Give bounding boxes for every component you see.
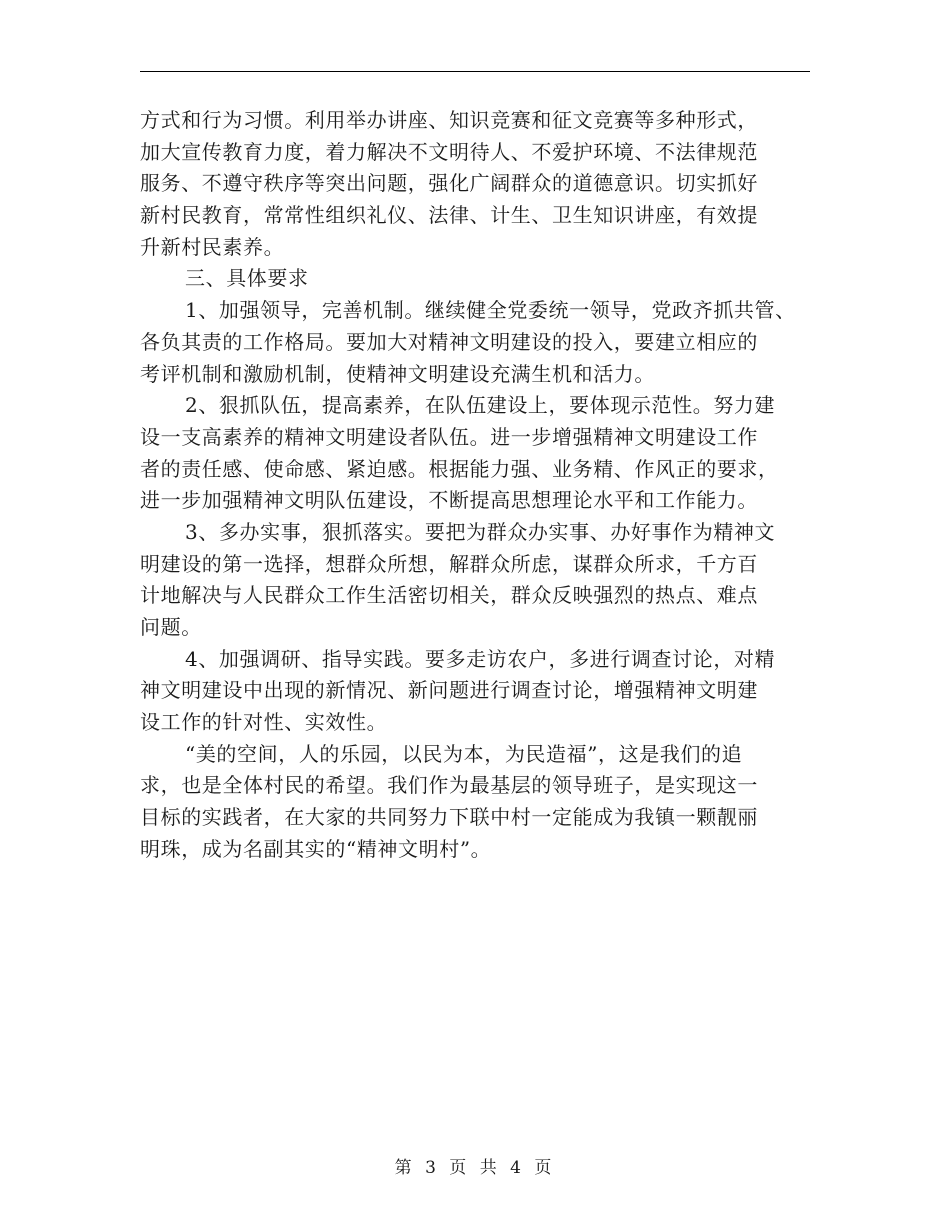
page-footer: 第 3 页 共 4 页 <box>394 1158 556 1178</box>
text-line: 新村民教育，常常性组织礼仪、法律、计生、卫生知识讲座，有效提 <box>140 203 758 228</box>
text-line: 4、加强调研、指导实践。要多走访农户，多进行调查讨论，对精 <box>185 646 776 671</box>
text-line: 设一支高素养的精神文明建设者队伍。进一步增强精神文明建设工作 <box>140 424 758 449</box>
text-line: 加大宣传教育力度，着力解决不文明待人、不爱护环境、不法律规范 <box>140 139 758 164</box>
text-line: “美的空间，人的乐园，以民为本，为民造福”，这是我们的追 <box>185 741 743 766</box>
text-line: 神文明建设中出现的新情况、新问题进行调查讨论，增强精神文明建 <box>140 678 758 703</box>
text-line: 1、加强领导，完善机制。继续健全党委统一领导，党政齐抓共管、 <box>185 298 796 323</box>
text-line: 服务、不遵守秩序等突出问题，强化广阔群众的道德意识。切实抓好 <box>140 171 758 196</box>
text-line: 各负其责的工作格局。要加大对精神文明建设的投入，要建立相应的 <box>140 329 758 354</box>
text-line: 设工作的针对性、实效性。 <box>140 710 388 735</box>
text-line: 2、狠抓队伍，提高素养，在队伍建设上，要体现示范性。努力建 <box>185 393 776 418</box>
text-line: 计地解决与人民群众工作生活密切相关，群众反映强烈的热点、难点 <box>140 583 758 608</box>
text-line: 进一步加强精神文明队伍建设，不断提高思想理论水平和工作能力。 <box>140 488 758 513</box>
text-line: 升新村民素养。 <box>140 234 285 259</box>
text-line: 明珠，成为名副其实的“精神文明村”。 <box>140 836 492 861</box>
text-line: 者的责任感、使命感、紧迫感。根据能力强、业务精、作风正的要求， <box>140 456 779 481</box>
text-line: 3、多办实事，狠抓落实。要把为群众办实事、办好事作为精神文 <box>185 519 776 544</box>
document-body <box>140 105 820 866</box>
text-line: 考评机制和激励机制，使精神文明建设充满生机和活力。 <box>140 361 655 386</box>
text-line: 求，也是全体村民的希望。我们作为最基层的领导班子，是实现这一 <box>140 773 758 798</box>
text-line: 目标的实践者，在大家的共同努力下联中村一定能成为我镇一颗靓丽 <box>140 805 758 830</box>
text-line: 问题。 <box>140 615 202 639</box>
text-line: 三、具体要求 <box>185 266 309 291</box>
text-line: 方式和行为习惯。利用举办讲座、知识竞赛和征文竞赛等多种形式， <box>140 108 758 132</box>
header-rule <box>140 71 810 72</box>
text-line: 明建设的第一选择，想群众所想，解群众所虑，谋群众所求，千方百 <box>140 551 758 576</box>
